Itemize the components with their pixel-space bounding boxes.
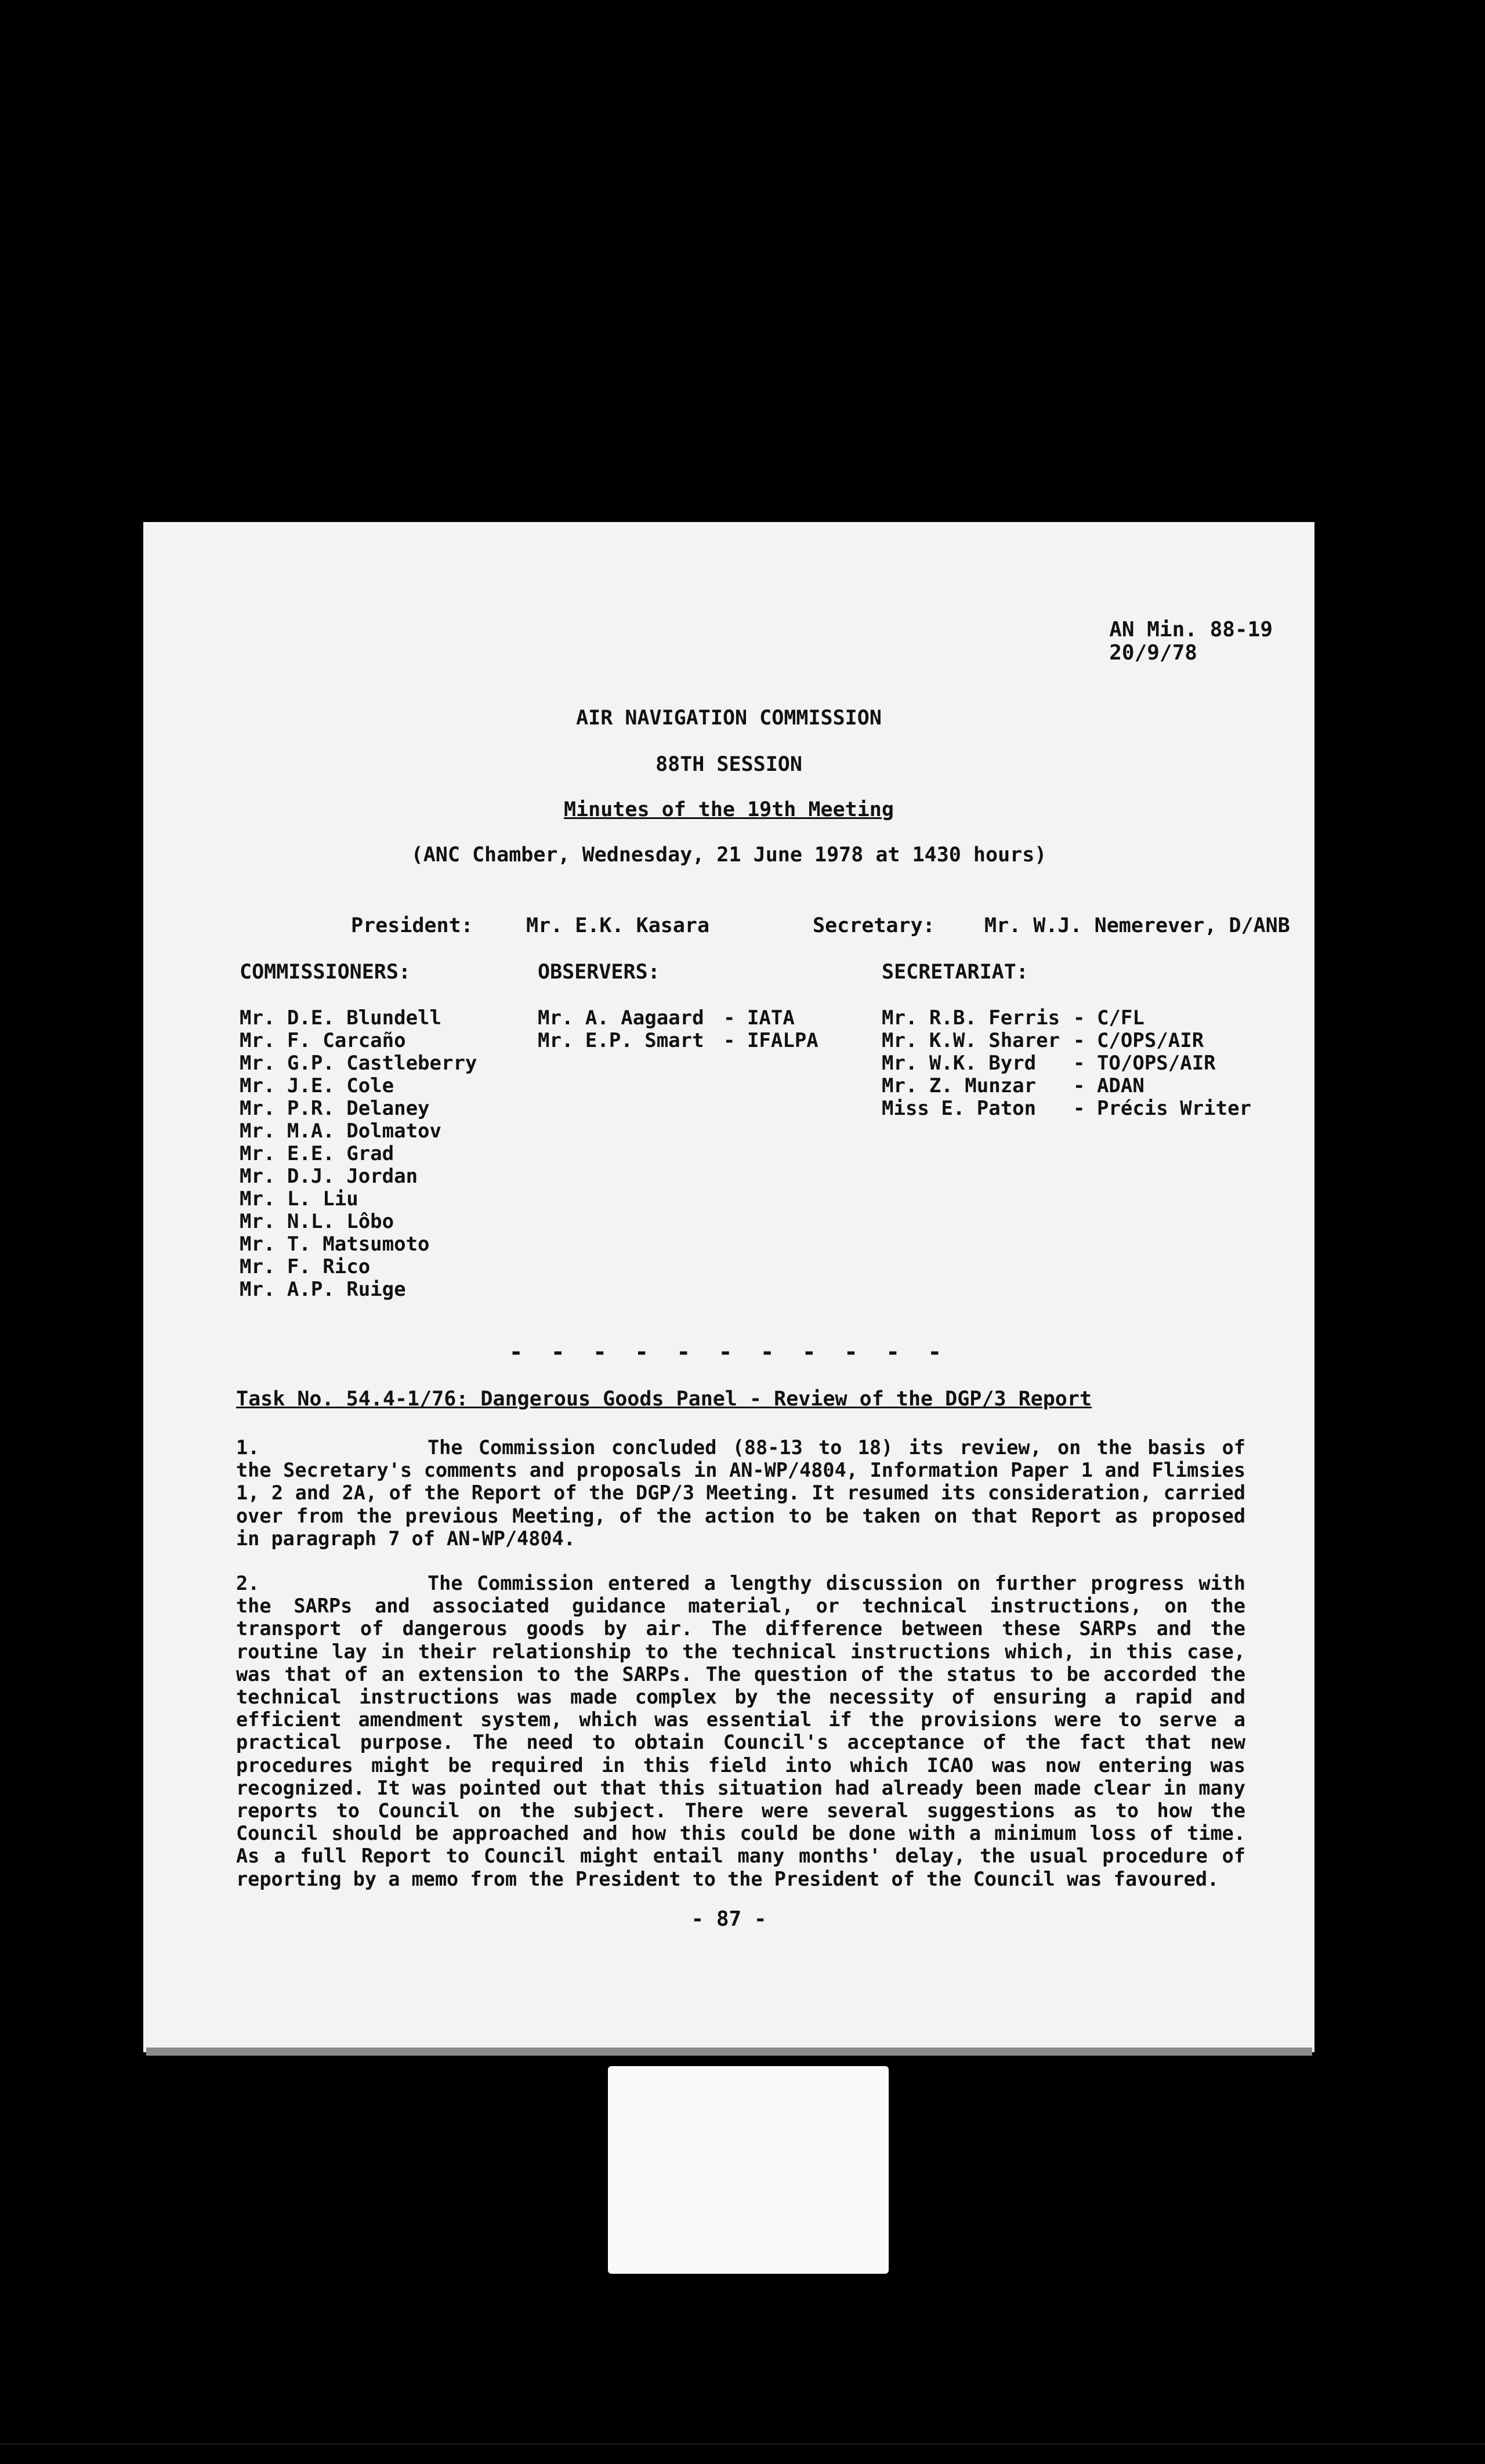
blank-card	[608, 2066, 889, 2274]
list-item: Mr. J.E. Cole	[240, 1074, 394, 1097]
commissioners-list	[240, 1007, 477, 1301]
observer-name: Mr. A. Aagaard	[538, 1006, 704, 1030]
minutes-title: Minutes of the 19th Meeting	[564, 798, 894, 821]
page-number: - 87 -	[691, 1907, 767, 1931]
list-item: Mr. D.J. Jordan	[240, 1165, 418, 1188]
list-item: Mr. F. Carcaño	[240, 1029, 406, 1052]
list-item: Mr. M.A. Dolmatov	[240, 1119, 441, 1143]
section-divider: - - - - - - - - - - -	[509, 1339, 949, 1365]
secretariat-list	[882, 1007, 1251, 1120]
secretariat-name: Mr. Z. Munzar	[882, 1074, 1037, 1097]
commission-heading: AIR NAVIGATION COMMISSION	[576, 706, 882, 730]
commissioners-heading: COMMISSIONERS:	[240, 961, 411, 984]
page-edge-shadow	[146, 2048, 1312, 2056]
list-item: Mr. N.L. Lôbo	[240, 1210, 394, 1233]
list-item	[882, 1075, 1251, 1097]
list-item: Mr. F. Rico	[240, 1255, 371, 1278]
list-item	[538, 1030, 818, 1052]
secretariat-name: Miss E. Paton	[882, 1097, 1037, 1120]
paragraph-text: The Commission concluded (88-13 to 18) its review, on the basis of the Secretary's comments and proposals in AN-WP/4804, Information Paper 1 and Flimsies 1, 2 and 2A, of the Report of the DGP/3 Meeting. It resumed its consideration, carried over from the previous Meeting, of the action to be taken on that Report as proposed in paragraph 7 of AN-WP/4804.	[236, 1436, 1245, 1550]
paragraph-text: The Commission entered a lengthy discussion on further progress with the SARPs and associated guidance material, or technical instructions, on the transport of dangerous goods by air. The difference between these SARPs and the routine lay in their relationship to the technical instructions which, in this case, was that of an extension to the SARPs. The question of the status to be accorded the technical instructions was made complex by the necessity of ensuring a rapid and efficient amendment system, which was essential if the provisions were to serve a practical purpose. The need to obtain Council's acceptance of the fact that new procedures might be required in this field into which ICAO was now entering was recognized. It was pointed out that this situation had already been made clear in many reports to Council on the subject. There were several suggestions as to how the Council should be approached and how this could be done with a minimum loss of time. As a full Report to Council might entail many months' delay, the usual procedure of reporting by a memo from the President to the President of the Council was favoured.	[236, 1572, 1245, 1890]
observer-name: Mr. E.P. Smart	[538, 1029, 704, 1052]
observers-heading: OBSERVERS:	[538, 961, 660, 984]
list-item: Mr. G.P. Castleberry	[240, 1052, 477, 1075]
document-date: 20/9/78	[1109, 641, 1197, 665]
paragraph-number: 1.	[236, 1436, 260, 1459]
list-item	[882, 1030, 1251, 1052]
list-item	[538, 1007, 818, 1030]
president-name: Mr. E.K. Kasara	[526, 914, 710, 937]
secretariat-role: - Précis Writer	[1073, 1097, 1252, 1120]
task-title: Task No. 54.4-1/76: Dangerous Goods Panel - Review of the DGP/3 Report	[236, 1387, 1092, 1411]
secretariat-name: Mr. R.B. Ferris	[882, 1006, 1060, 1030]
list-item: Mr. E.E. Grad	[240, 1142, 394, 1165]
meeting-details: (ANC Chamber, Wednesday, 21 June 1978 at 1430 hours)	[411, 843, 1047, 867]
document-page	[143, 522, 1314, 2052]
list-item: Mr. P.R. Delaney	[240, 1097, 430, 1120]
list-item: Mr. D.E. Blundell	[240, 1006, 441, 1030]
document-reference	[1109, 618, 1273, 665]
secretariat-name: Mr. K.W. Sharer	[882, 1029, 1060, 1052]
paragraph-1	[236, 1436, 1245, 1550]
secretary-label: Secretary:	[813, 914, 935, 937]
list-item	[882, 1052, 1251, 1075]
secretariat-role: - C/FL	[1073, 1006, 1144, 1030]
president-label: President:	[351, 914, 473, 937]
list-item: Mr. A.P. Ruige	[240, 1278, 406, 1301]
observer-org: - IFALPA	[723, 1029, 818, 1052]
secretary-name: Mr. W.J. Nemerever, D/ANB	[984, 914, 1290, 937]
list-item: Mr. T. Matsumoto	[240, 1233, 430, 1256]
secretariat-role: - TO/OPS/AIR	[1073, 1052, 1216, 1075]
secretariat-name: Mr. W.K. Byrd	[882, 1052, 1037, 1075]
secretariat-role: - ADAN	[1073, 1074, 1144, 1097]
scan-artifact-line	[0, 2443, 1485, 2445]
paragraph-2	[236, 1572, 1245, 1890]
list-item	[882, 1097, 1251, 1120]
session-heading: 88TH SESSION	[655, 753, 802, 776]
document-number: AN Min. 88-19	[1109, 618, 1273, 642]
secretariat-role: - C/OPS/AIR	[1073, 1029, 1204, 1052]
observers-list	[538, 1007, 818, 1052]
list-item	[882, 1007, 1251, 1030]
paragraph-number: 2.	[236, 1572, 260, 1595]
secretariat-heading: SECRETARIAT:	[882, 961, 1028, 984]
observer-org: - IATA	[723, 1006, 795, 1030]
list-item: Mr. L. Liu	[240, 1187, 358, 1211]
